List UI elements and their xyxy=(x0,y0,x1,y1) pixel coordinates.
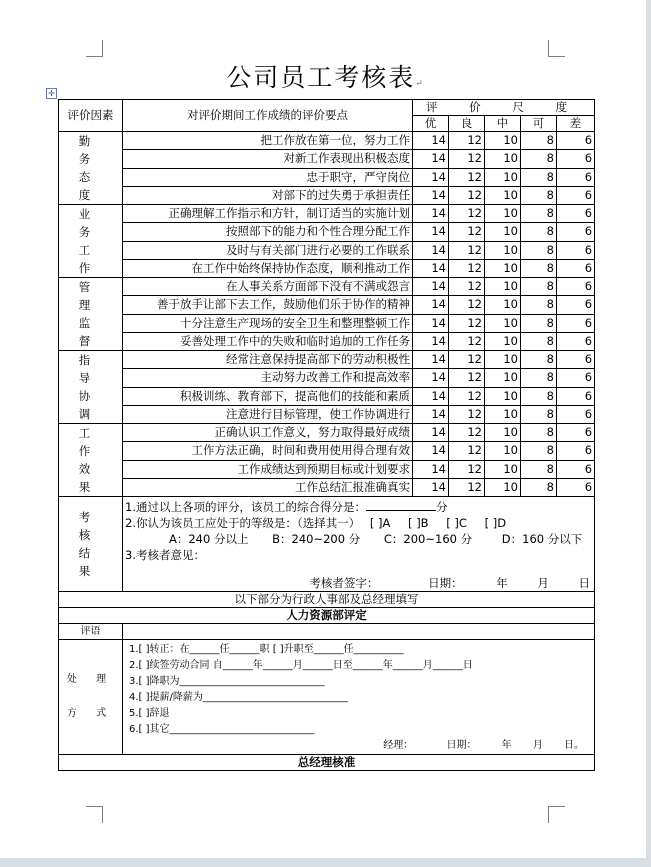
option-other[interactable]: 6.[ ]其它_____________________________ xyxy=(129,724,315,735)
score-cell[interactable]: 12 xyxy=(449,478,485,496)
score-cell[interactable]: 6 xyxy=(557,387,595,405)
evaluation-result-cell xyxy=(123,497,595,592)
category-label: 勤务态度 xyxy=(59,132,123,205)
score-cell[interactable]: 10 xyxy=(485,205,521,223)
criteria-text: 正确认识工作意义，努力取得最好成绩 xyxy=(123,424,413,442)
score-cell[interactable]: 12 xyxy=(449,460,485,478)
score-cell[interactable]: 12 xyxy=(449,259,485,277)
choice-b[interactable]: [ ]B xyxy=(408,516,429,530)
criteria-text: 主动努力改善工作和提高效率 xyxy=(123,369,413,387)
score-cell[interactable]: 6 xyxy=(557,186,595,204)
grade-fair: 可 xyxy=(521,116,557,132)
score-cell[interactable]: 8 xyxy=(521,223,557,241)
comment-field[interactable] xyxy=(123,624,595,640)
notice-row: 以下部分为行政人事部及总经理填写 xyxy=(59,592,595,608)
score-cell[interactable]: 12 xyxy=(449,132,485,150)
score-cell[interactable]: 8 xyxy=(521,460,557,478)
grade-good: 良 xyxy=(449,116,485,132)
score-cell[interactable]: 14 xyxy=(413,241,449,259)
criteria-text: 十分注意生产现场的安全卫生和整理整顿工作 xyxy=(123,314,413,332)
score-cell[interactable]: 10 xyxy=(485,424,521,442)
choice-d[interactable]: [ ]D xyxy=(484,516,507,530)
score-cell[interactable]: 6 xyxy=(557,351,595,369)
score-cell[interactable]: 12 xyxy=(449,442,485,460)
score-cell[interactable]: 10 xyxy=(485,314,521,332)
score-cell[interactable]: 6 xyxy=(557,168,595,186)
score-cell[interactable]: 6 xyxy=(557,478,595,496)
grade-average: 中 xyxy=(485,116,521,132)
criteria-text: 在工作中始终保持协作态度，顺利推动工作 xyxy=(123,259,413,277)
score-cell[interactable]: 12 xyxy=(449,424,485,442)
criteria-row xyxy=(59,278,595,296)
score-cell[interactable]: 14 xyxy=(413,259,449,277)
score-cell[interactable]: 8 xyxy=(521,132,557,150)
score-cell[interactable]: 10 xyxy=(485,387,521,405)
paragraph-mark-icon: ↵ xyxy=(415,79,425,89)
score-cell[interactable]: 14 xyxy=(413,478,449,496)
criteria-row xyxy=(59,223,595,241)
score-cell[interactable]: 14 xyxy=(413,424,449,442)
criteria-text: 妥善处理工作中的失败和临时追加的工作任务 xyxy=(123,332,413,350)
score-cell[interactable]: 8 xyxy=(521,332,557,350)
score-cell[interactable]: 6 xyxy=(557,241,595,259)
score-cell[interactable]: 8 xyxy=(521,387,557,405)
score-cell[interactable]: 14 xyxy=(413,205,449,223)
score-cell[interactable]: 8 xyxy=(521,442,557,460)
total-score-line: 1.通过以上各项的评分，该员工的综合得分是： 分 xyxy=(125,500,448,514)
score-cell[interactable]: 10 xyxy=(485,332,521,350)
score-cell[interactable]: 10 xyxy=(485,369,521,387)
score-cell[interactable]: 14 xyxy=(413,332,449,350)
evaluation-table xyxy=(58,99,595,771)
criteria-row xyxy=(59,369,595,387)
score-cell[interactable]: 8 xyxy=(521,205,557,223)
signature-line: 考核者签字： 日期： 年 月 日 xyxy=(309,576,591,590)
score-cell[interactable]: 6 xyxy=(557,369,595,387)
score-cell[interactable]: 10 xyxy=(485,478,521,496)
score-cell[interactable]: 6 xyxy=(557,278,595,296)
score-cell[interactable]: 8 xyxy=(521,168,557,186)
score-cell[interactable]: 8 xyxy=(521,314,557,332)
criteria-row xyxy=(59,424,595,442)
score-cell[interactable]: 12 xyxy=(449,296,485,314)
header-scale: 评 价 尺 度 xyxy=(413,100,595,116)
score-cell[interactable]: 8 xyxy=(521,259,557,277)
score-cell[interactable]: 8 xyxy=(521,351,557,369)
score-cell[interactable]: 14 xyxy=(413,369,449,387)
score-cell[interactable]: 6 xyxy=(557,405,595,423)
score-cell[interactable]: 14 xyxy=(413,278,449,296)
score-cell[interactable]: 8 xyxy=(521,405,557,423)
criteria-row xyxy=(59,460,595,478)
crop-mark-top-left xyxy=(86,40,103,57)
criteria-row xyxy=(59,351,595,369)
gm-title: 总经理核准 xyxy=(59,755,595,771)
category-label: 指导协调 xyxy=(59,351,123,424)
criteria-text: 注意进行目标管理，使工作协调进行 xyxy=(123,405,413,423)
score-cell[interactable]: 8 xyxy=(521,186,557,204)
score-cell[interactable]: 6 xyxy=(557,223,595,241)
criteria-text: 按照部下的能力和个性合理分配工作 xyxy=(123,223,413,241)
score-cell[interactable]: 8 xyxy=(521,478,557,496)
score-cell[interactable]: 6 xyxy=(557,296,595,314)
score-cell[interactable]: 6 xyxy=(557,424,595,442)
option-demotion[interactable]: 3.[ ]降职为_____________________________ xyxy=(129,676,325,687)
score-cell[interactable]: 8 xyxy=(521,150,557,168)
score-cell[interactable]: 14 xyxy=(413,132,449,150)
grade-excellent: 优 xyxy=(413,116,449,132)
hr-title: 人力资源部评定 xyxy=(59,608,595,624)
page-title: 公司员工考核表↵ xyxy=(226,63,425,92)
criteria-row xyxy=(59,168,595,186)
score-cell[interactable]: 8 xyxy=(521,369,557,387)
crop-mark-top-right xyxy=(548,40,565,57)
score-cell[interactable]: 14 xyxy=(413,405,449,423)
score-cell[interactable]: 14 xyxy=(413,442,449,460)
score-cell[interactable]: 6 xyxy=(557,132,595,150)
score-cell[interactable]: 10 xyxy=(485,405,521,423)
criteria-text: 工作方法正确，时间和费用使用得合理有效 xyxy=(123,442,413,460)
criteria-text: 工作总结汇报准确真实 xyxy=(123,478,413,496)
score-cell[interactable]: 14 xyxy=(413,296,449,314)
score-cell[interactable]: 8 xyxy=(521,296,557,314)
score-cell[interactable]: 10 xyxy=(485,442,521,460)
score-cell[interactable]: 6 xyxy=(557,442,595,460)
option-salary-change[interactable]: 4.[ ]提薪/降薪为_____________________________ xyxy=(129,692,348,703)
score-cell[interactable]: 6 xyxy=(557,460,595,478)
score-cell[interactable]: 8 xyxy=(521,424,557,442)
score-cell[interactable]: 10 xyxy=(485,351,521,369)
criteria-text: 经常注意保持提高部下的劳动积极性 xyxy=(123,351,413,369)
table-move-handle-icon[interactable]: ✛ xyxy=(46,88,57,99)
score-cell[interactable]: 10 xyxy=(485,223,521,241)
criteria-row xyxy=(59,132,595,150)
criteria-row xyxy=(59,259,595,277)
score-cell[interactable]: 6 xyxy=(557,314,595,332)
criteria-row xyxy=(59,314,595,332)
manager-sign-line: 经理： 日期： 年 月 日。 xyxy=(383,740,585,751)
criteria-text: 在人事关系方面部下没有不满或怨言 xyxy=(123,278,413,296)
score-cell[interactable]: 10 xyxy=(485,186,521,204)
score-cell[interactable]: 12 xyxy=(449,351,485,369)
comment-label: 评语 xyxy=(59,624,123,640)
score-cell[interactable]: 12 xyxy=(449,186,485,204)
option-dismissal[interactable]: 5.[ ]辞退 xyxy=(129,708,170,719)
criteria-row xyxy=(59,205,595,223)
criteria-row xyxy=(59,296,595,314)
opinion-line: 3.考核者意见： xyxy=(125,548,205,562)
criteria-text: 工作成绩达到预期目标或计划要求 xyxy=(123,460,413,478)
score-cell[interactable]: 12 xyxy=(449,405,485,423)
score-cell[interactable]: 10 xyxy=(485,168,521,186)
handling-options xyxy=(123,640,595,755)
score-cell[interactable]: 12 xyxy=(449,278,485,296)
score-cell[interactable]: 10 xyxy=(485,132,521,150)
score-cell[interactable]: 12 xyxy=(449,223,485,241)
criteria-text: 忠于职守，严守岗位 xyxy=(123,168,413,186)
score-cell[interactable]: 14 xyxy=(413,168,449,186)
score-cell[interactable]: 8 xyxy=(521,278,557,296)
grade-poor: 差 xyxy=(557,116,595,132)
score-cell[interactable]: 14 xyxy=(413,223,449,241)
score-cell[interactable]: 10 xyxy=(485,150,521,168)
choice-a[interactable]: [ ]A xyxy=(369,516,391,530)
criteria-text: 善于放手让部下去工作，鼓励他们乐于协作的精神 xyxy=(123,296,413,314)
evaluation-result-label: 考核结果 xyxy=(59,497,123,592)
score-cell[interactable]: 12 xyxy=(449,168,485,186)
score-cell[interactable]: 12 xyxy=(449,387,485,405)
score-cell[interactable]: 12 xyxy=(449,369,485,387)
score-cell[interactable]: 12 xyxy=(449,205,485,223)
category-label: 管理监督 xyxy=(59,278,123,351)
score-cell[interactable]: 10 xyxy=(485,278,521,296)
criteria-row xyxy=(59,150,595,168)
criteria-row xyxy=(59,442,595,460)
criteria-text: 把工作放在第一位，努力工作 xyxy=(123,132,413,150)
score-cell[interactable]: 6 xyxy=(557,205,595,223)
score-cell[interactable]: 10 xyxy=(485,296,521,314)
score-cell[interactable]: 6 xyxy=(557,259,595,277)
criteria-text: 对新工作表现出积极态度 xyxy=(123,150,413,168)
criteria-text: 正确理解工作指示和方针，制订适当的实施计划 xyxy=(123,205,413,223)
score-cell[interactable]: 14 xyxy=(413,150,449,168)
criteria-text: 对部下的过失勇于承担责任 xyxy=(123,186,413,204)
score-cell[interactable]: 14 xyxy=(413,314,449,332)
crop-mark-bottom-right xyxy=(548,806,565,823)
category-label: 工作效果 xyxy=(59,424,123,497)
criteria-row xyxy=(59,186,595,204)
criteria-row xyxy=(59,241,595,259)
handling-label: 处 理 方 式 xyxy=(59,640,123,755)
score-cell[interactable]: 12 xyxy=(449,150,485,168)
score-cell[interactable]: 12 xyxy=(449,314,485,332)
category-label: 业务工作 xyxy=(59,205,123,278)
criteria-row xyxy=(59,332,595,350)
score-cell[interactable]: 14 xyxy=(413,460,449,478)
score-cell[interactable]: 12 xyxy=(449,332,485,350)
score-cell[interactable]: 10 xyxy=(485,259,521,277)
choice-c[interactable]: [ ]C xyxy=(446,516,467,530)
score-cell[interactable]: 14 xyxy=(413,387,449,405)
score-cell[interactable]: 12 xyxy=(449,241,485,259)
score-cell[interactable]: 10 xyxy=(485,241,521,259)
option-promotion[interactable]: 1.[ ]转正：在______任______职 [ ]升职至______任__________ xyxy=(129,644,404,655)
score-cell[interactable]: 10 xyxy=(485,460,521,478)
score-cell[interactable]: 6 xyxy=(557,332,595,350)
criteria-row xyxy=(59,405,595,423)
score-cell[interactable]: 8 xyxy=(521,241,557,259)
criteria-row xyxy=(59,387,595,405)
criteria-text: 及时与有关部门进行必要的工作联系 xyxy=(123,241,413,259)
option-renew-contract[interactable]: 2.[ ]续签劳动合同 自______年______月______日至______年______月______日 xyxy=(129,660,473,671)
header-points: 对评价期间工作成绩的评价要点 xyxy=(123,100,413,132)
score-cell[interactable]: 6 xyxy=(557,150,595,168)
header-factor: 评价因素 xyxy=(59,100,123,132)
score-cell[interactable]: 14 xyxy=(413,186,449,204)
criteria-row xyxy=(59,478,595,496)
criteria-text: 积极训练、教育部下，提高他们的技能和素质 xyxy=(123,387,413,405)
crop-mark-bottom-left xyxy=(86,806,103,823)
grade-choice-line: 2.你认为该员工应处于的等级是：（选择其一） [ ]A [ ]B [ ]C [ ]D xyxy=(125,516,507,530)
score-cell[interactable]: 14 xyxy=(413,351,449,369)
grade-ranges-line: A：240 分以上 B：240~200 分 C：200~160 分 D：160 分以下 xyxy=(169,532,583,546)
